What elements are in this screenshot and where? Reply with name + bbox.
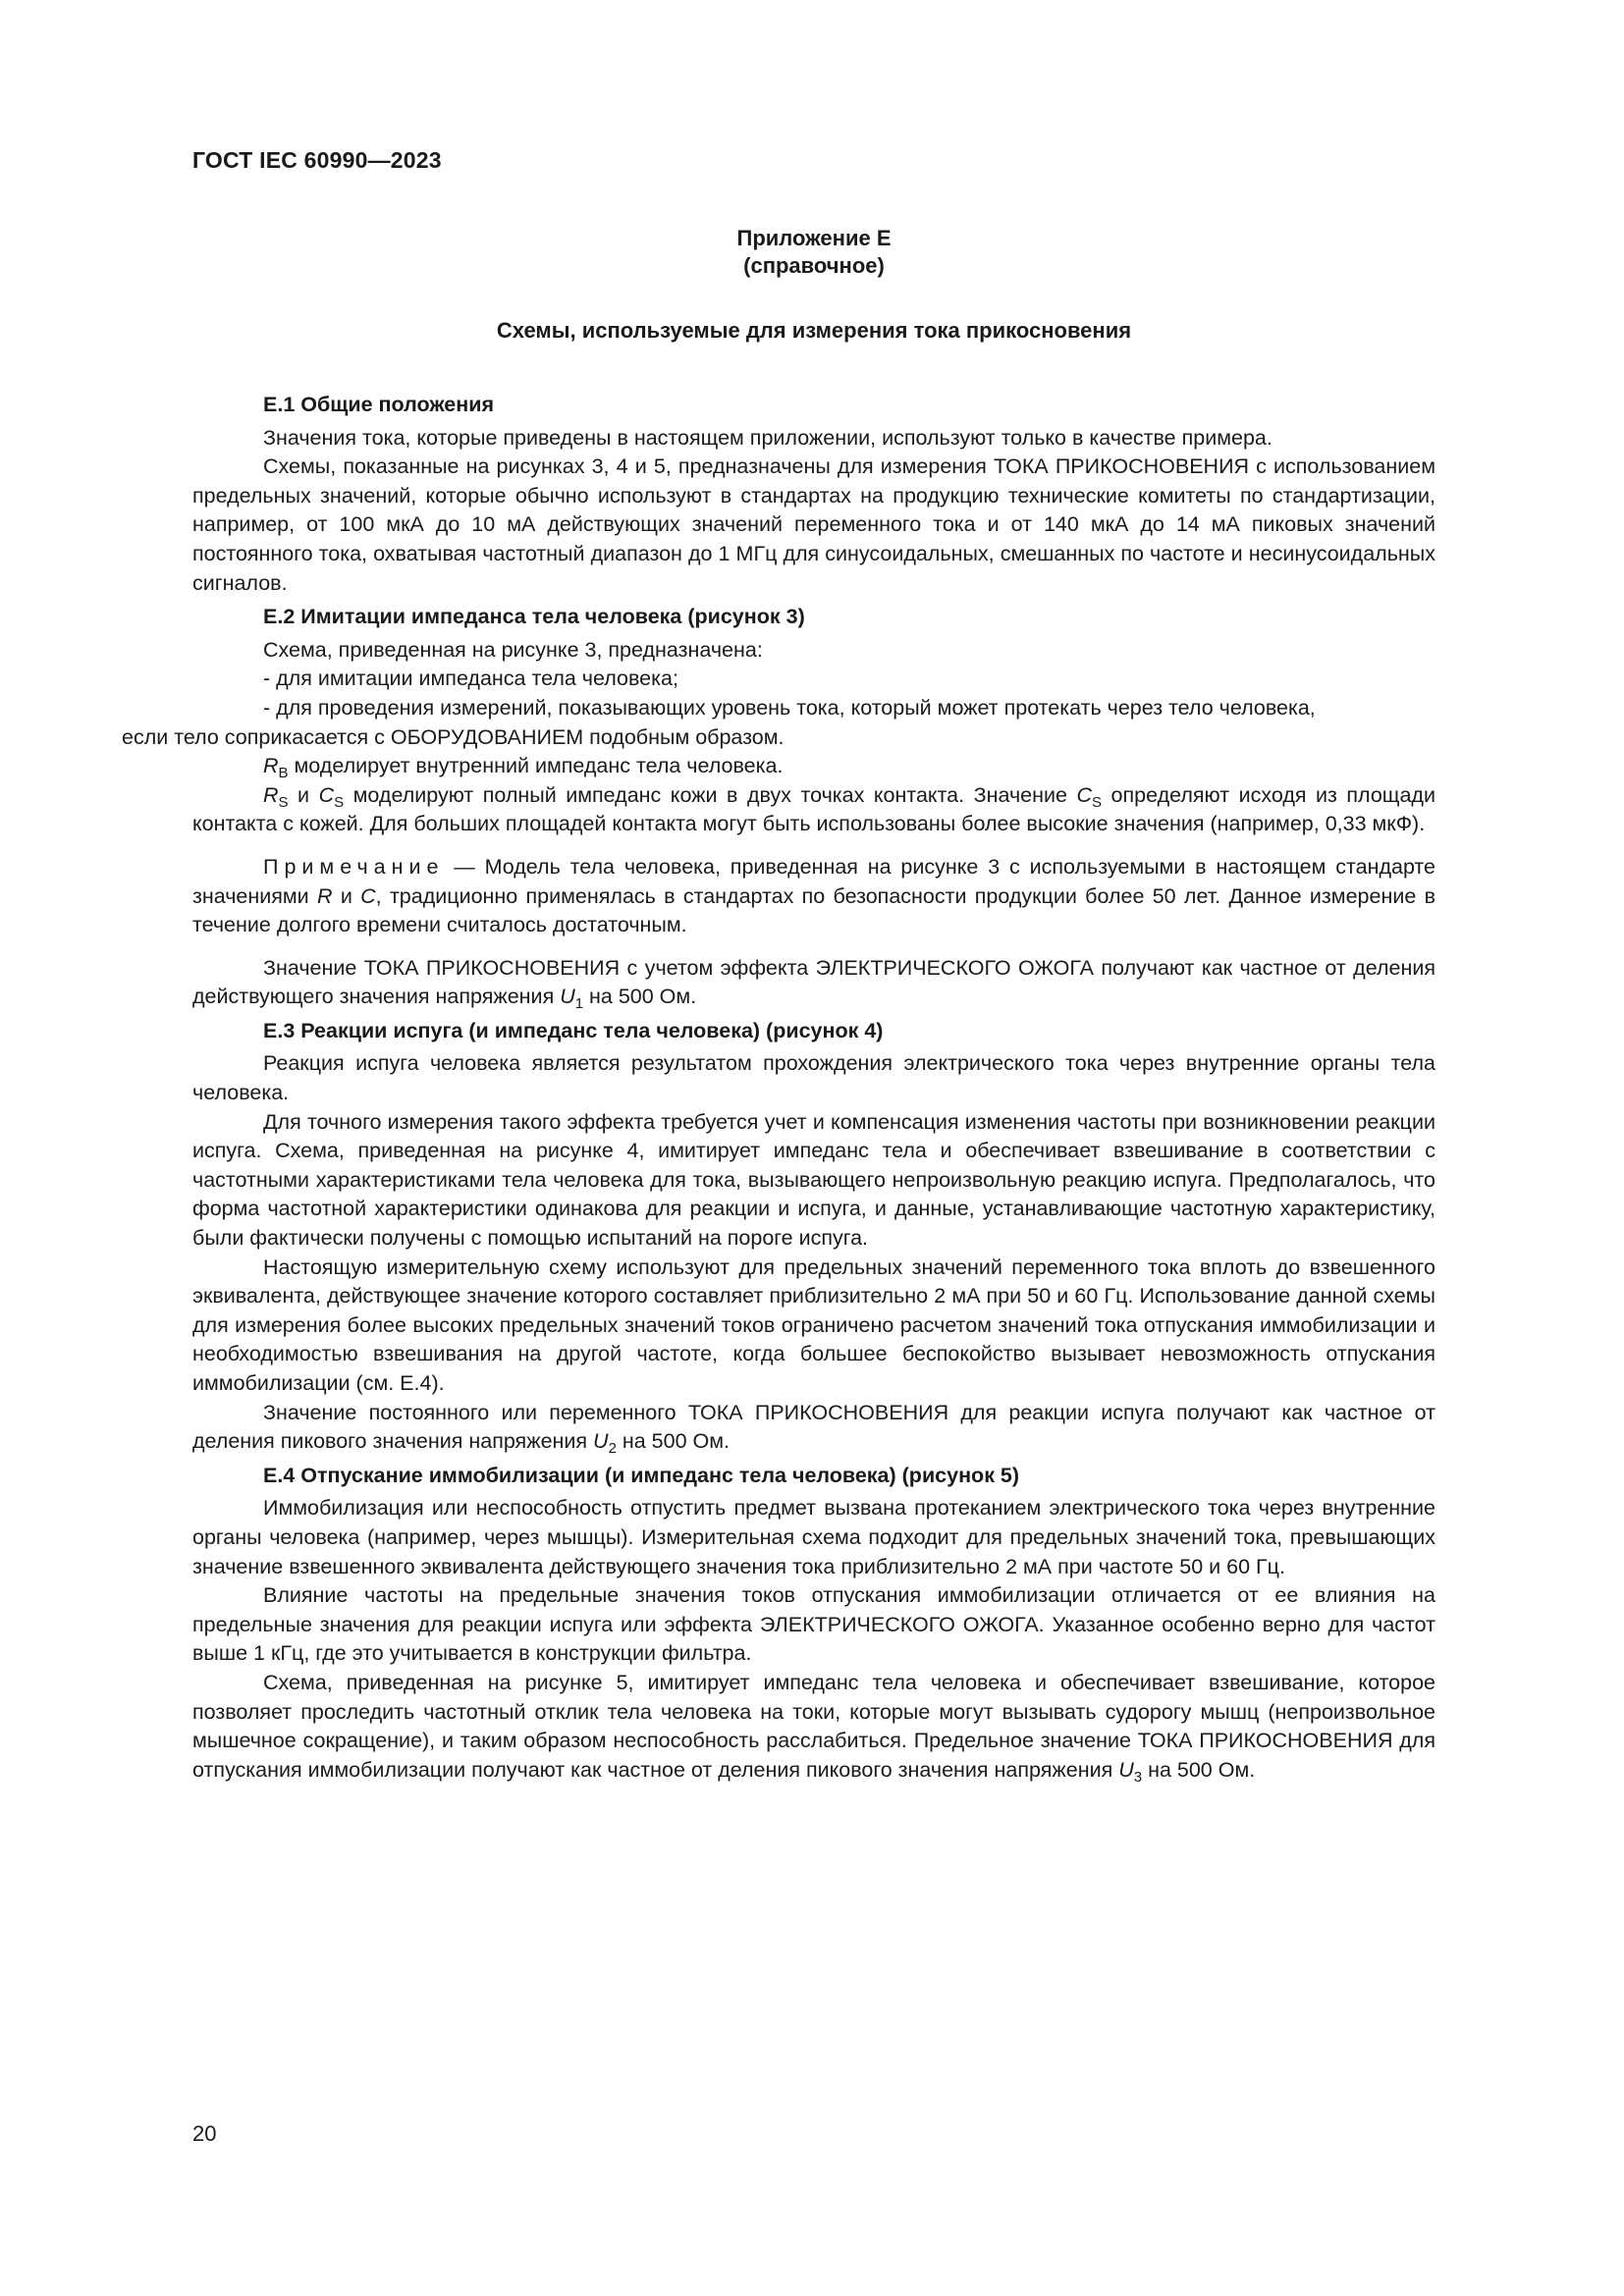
paragraph: Для точного измерения такого эффекта требуется учет и компенсация изменения частоты при возникновении реакции испуга. Схема, приведенная на рисунке 4, имитирует импеданс тела и обеспечивает взвешивание в соответствии с частотными характеристиками тела человека для тока, вызывающего непроизвольную реакцию испуга. Предполагалось, что форма частотной характеристики одинакова для реакции и испуга, и данные, устанавливающие частотную характеристику, были фактически получены с помощью испытаний на пороге испуга. [192,1109,1435,1251]
annex-subtitle: (справочное) [743,253,885,278]
note: Примечание — Модель тела человека, приведенная на рисунке 3 с используемыми в настоящем стандарте значениями R и C, традиционно применялась в стандартах по безопасности продукции более 50 лет. Данное измерение в течение долгого времени считалось достаточным. [192,854,1436,937]
annex-title: Приложение Е [736,226,892,250]
annex-heading: Схемы, используемые для измерения тока прикосновения [496,318,1132,343]
paragraph: Значение ТОКА ПРИКОСНОВЕНИЯ с учетом эффекта ЭЛЕКТРИЧЕСКОГО ОЖОГА получают как частное от деления действующего значения напряжения $U_1$ на 500 Ом. [192,955,1435,1013]
section-heading-e1: Е.1 Общие положения [263,393,495,416]
paragraph: Значение постоянного или переменного ТОКА ПРИКОСНОВЕНИЯ для реакции испуга получают как частное от деления пикового значения напряжения $U_2$ на 500 Ом. [192,1400,1435,1458]
document-body [122,391,1436,1786]
paragraph: Настоящую измерительную схему используют для предельных значений переменного тока вплоть до взвешенного эквивалента, действующее значение которого составляет приблизительно 2 мА при 50 и 60 Гц. Использование данной схемы для измерения более высоких предельных значений токов ограничено расчетом значений тока отпускания иммобилизации и необходимостью взвешивания на другой частоте, когда большее беспокойство вызывает невозможность отпускания иммобилизации (см. Е.4). [192,1255,1435,1395]
section-heading-e4: Е.4 Отпускание иммобилизации (и импеданс тела человека) (рисунок 5) [263,1463,1020,1487]
paragraph-rs-cs: $R_S$ и $C_S$ моделируют полный импеданс кожи в двух точках контакта. Значение $C_S$ определяют исходя из площади контакта с кожей. Для больших площадей контакта могут быть использованы более высокие значения (например, 0,33 мкФ). [192,782,1435,836]
symbol-u: U [1118,1757,1134,1782]
list-item-continuation: если тело соприкасается с ОБОРУДОВАНИЕМ подобным образом. [122,724,785,749]
paragraph: Иммобилизация или неспособность отпустить предмет вызвана протеканием электрического тока через внутренние органы человека (например, через мышцы). Измерительная схема подходит для предельных значений тока, превышающих значение взвешенного эквивалента действующего значения тока приблизительно 2 мА при частоте 50 и 60 Гц. [192,1496,1435,1578]
symbol-c: C [318,782,335,807]
section-heading-e2: Е.2 Имитации импеданса тела человека (рисунок 3) [263,605,805,629]
document-code: ГОСТ IEC 60990—2023 [192,147,442,173]
symbol-u: U [560,985,575,1009]
paragraph: Значения тока, которые приведены в настоящем приложении, используют только в качестве примера. [263,425,1272,450]
paragraph: Схема, приведенная на рисунке 3, предназначена: [263,637,763,662]
paragraph: Влияние частоты на предельные значения токов отпускания иммобилизации отличается от ее влияния на предельные значения для реакции испуга или эффекта ЭЛЕКТРИЧЕСКОГО ОЖОГА. Указанное особенно верно для частот выше 1 кГц, где это учитывается в конструкции фильтра. [192,1583,1435,1666]
symbol-u: U [593,1429,609,1454]
symbol-r: R [263,754,279,778]
note-label: Примечание [263,854,445,879]
list-item: - для проведения измерений, показывающих уровень тока, который может протекать через тело человека, если тело соприкасается с ОБОРУДОВАНИЕМ подобным образом. [122,695,1316,749]
paragraph: Схемы, показанные на рисунках 3, 4 и 5, предназначены для измерения ТОКА ПРИКОСНОВЕНИЯ с использованием предельных значений, которые обычно используют в стандартах на продукцию технические комитеты по стандартизации, например, от 100 мкА до 10 мА действующих значений переменного тока и от 140 мкА до 14 мА пиковых значений постоянного тока, охватывая частотный диапазон до 1 МГц для синусоидальных, смешанных по частоте и несинусоидальных сигналов. [192,454,1435,595]
paragraph-rb: $R_B$ моделирует внутренний импеданс тела человека. [263,754,784,782]
page-number: 20 [192,2121,217,2146]
paragraph: Реакция испуга человека является результатом прохождения электрического тока через внутренние органы тела человека. [192,1051,1435,1105]
symbol-r: R [263,782,279,807]
list-item: - для имитации импеданса тела человека; [263,667,678,691]
section-heading-e3: Е.3 Реакции испуга (и импеданс тела человека) (рисунок 4) [263,1018,884,1042]
symbol-c: C [1076,782,1093,807]
paragraph: Схема, приведенная на рисунке 5, имитирует импеданс тела человека и обеспечивает взвешивание, которое позволяет проследить частотный отклик тела человека на токи, которые могут вызывать судорогу мышц (непроизвольное мышечное сокращение), и таким образом неспособность расслабиться. Предельное значение ТОКА ПРИКОСНОВЕНИЯ для отпускания иммобилизации получают как частное от деления пикового значения напряжения $U_3$ на 500 Ом. [192,1670,1435,1786]
